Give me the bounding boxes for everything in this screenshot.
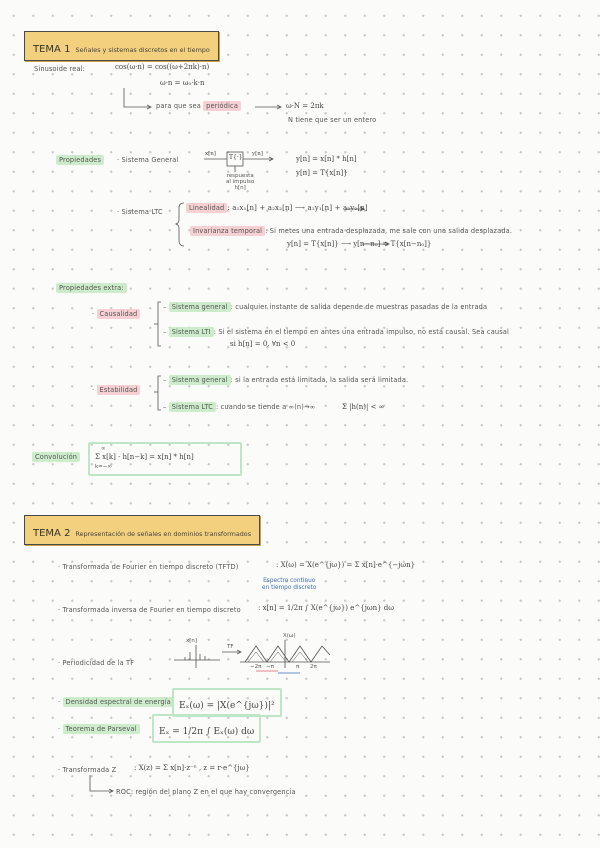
sinusoide-label: Sinusoide real:	[34, 65, 85, 73]
invarianza-text: : Si metes una entrada desplazada, me sale con una salida desplazada.	[265, 227, 513, 235]
convolucion-eq: Σ x[k] · h[n−k] = x[n] * h[n]	[95, 453, 194, 461]
estabilidad-item: · Estabilidad	[92, 386, 140, 394]
invarianza-eq: y[n] = T{x[n]} ⟶ y[n−n₀] = T{x[n−n₀]}	[287, 240, 432, 248]
periodic-eq: ω·N = 2πk	[286, 102, 324, 110]
period-tick-3: π	[296, 664, 300, 670]
period-fig-tf: TF	[227, 644, 234, 650]
linealidad-label: Linealidad	[186, 203, 227, 213]
estabilidad-brace	[158, 376, 161, 410]
causalidad-brace	[158, 302, 161, 346]
causal-ltc-text: : Si el sistema en el tiempo en antes una entrada impulso, no está causal. Sea causal	[213, 328, 509, 336]
x-n-stem-plot	[174, 645, 220, 668]
roc-text: ROC: región del plano Z en el que hay convergencia	[116, 788, 296, 796]
periodic-condition: para que sea periódica	[156, 102, 241, 110]
inv-eq: : x[n] = 1/2π ∫ X(e^{jω}) e^{jωn} dω	[258, 604, 394, 612]
causal-ltc-row: – Sistema LTI : Si el sistema en el tiempo en antes una entrada impulso, no está causal. Sea causal	[163, 328, 509, 336]
propiedades-label: Propiedades	[56, 155, 104, 165]
propiedades-extra-label: Propiedades extra:	[56, 283, 127, 293]
linealidad-row	[186, 204, 368, 212]
densidad-box	[172, 688, 282, 717]
convolucion-box	[88, 442, 242, 476]
convolucion-label: Convolución	[32, 452, 80, 462]
period-fig-X: X(ω)	[283, 633, 296, 639]
period-tick-1: −2π	[250, 664, 262, 670]
block-input: x[n]	[205, 151, 216, 157]
tema2-title-text: Representación de señales en dominios transformados	[75, 530, 252, 538]
estab-general-row: – Sistema general : si la entrada está limitada, la salida será limitada.	[163, 376, 409, 384]
estab-general-label: Sistema general	[169, 375, 231, 385]
tema2-title	[24, 515, 260, 545]
periodic-highlight: periódica	[203, 101, 241, 111]
tema2-number: TEMA 2	[33, 528, 71, 539]
linealidad-eq: : a₁x₁[n] + a₂x₂[n] ⟶ a₁y₁[n] + a₂y₂[n]	[227, 204, 368, 212]
estab-ltc-eq: Σ |h(n)| < ∞	[342, 403, 385, 411]
tftd-note: Espectro continuo en tiempo discreto	[262, 578, 317, 591]
parseval-box	[152, 714, 261, 743]
system-output-eq: y[n] = T{x[n]}	[296, 169, 348, 177]
sinusoide-eq2: ω·n = ω₀·k·n	[160, 79, 205, 87]
causal-ltc-label: Sistema LTI	[169, 327, 214, 337]
convolution-output-eq: y[n] = x[n] * h[n]	[296, 155, 357, 163]
estab-ltc-text: : cuando se tiende a ∞(n)→∞	[216, 403, 316, 411]
tz-eq: : X(z) = Σ x[n]·z⁻ⁿ , z = r·e^{jω}	[134, 764, 250, 772]
impulse-response-note: respuesta al impulso h[n]	[226, 173, 255, 191]
causal-general-text: : cualquier instante de salida depende de muestras pasadas de la entrada	[230, 303, 488, 311]
estab-general-text: : si la entrada está limitada, la salida será limitada.	[230, 376, 409, 384]
tema1-number: TEMA 1	[33, 44, 71, 55]
causal-general-row: – Sistema general : cualquier instante de salida depende de muestras pasadas de la entrada	[163, 303, 488, 311]
causal-ltc-condition: si h[n] = 0, ∀n < 0	[230, 340, 296, 348]
causalidad-item: · Causalidad	[92, 310, 140, 318]
invarianza-label: Invarianza temporal	[190, 226, 265, 236]
conv-sum-top: ∞	[101, 446, 106, 452]
sinusoide-eq1: cos(ω·n) = cos((ω+2πk)·n)	[115, 63, 210, 71]
conv-sum-bot: k=−∞	[95, 464, 112, 470]
invarianza-row	[190, 227, 512, 235]
sistema-ltc-label: · Sistema LTC	[117, 208, 163, 216]
causal-general-label: Sistema general	[169, 302, 231, 312]
tema1-title	[24, 31, 219, 61]
parseval-row: · Teorema de Parseval	[58, 725, 140, 733]
causalidad-label: Causalidad	[97, 309, 141, 319]
tftd-eq: : X(ω) = X(e^{jω}) = Σ x[n]·e^{−jωn}	[276, 561, 416, 569]
estabilidad-label: Estabilidad	[97, 385, 141, 395]
period-fig-x: x[n]	[186, 638, 198, 644]
inv-row: · Transformada inversa de Fourier en tiempo discreto	[58, 606, 241, 614]
sinusoide-connector	[124, 88, 150, 107]
period-tick-2: −π	[266, 664, 274, 670]
parseval-eq: Eₓ = 1/2π ∫ Eₓ(ω) dω	[159, 727, 255, 737]
densidad-row: · Densidad espectral de energía	[58, 698, 174, 706]
sistema-general-label: · Sistema General	[117, 156, 179, 164]
period-row: · Periodicidad de la TF	[58, 659, 135, 667]
ltc-brace	[176, 203, 184, 246]
estab-ltc-label: Sistema LTC	[169, 402, 216, 412]
densidad-eq: Eₓ(ω) = |X(e^{jω})|²	[179, 701, 275, 711]
tema1-title-text: Señales y sistemas discretos en el tiempo	[75, 46, 210, 54]
tz-row: · Transformada Z	[58, 766, 117, 774]
block-output: y[n]	[252, 151, 263, 157]
estab-ltc-row: – Sistema LTC : cuando se tiende a ∞(n)→∞	[163, 403, 316, 411]
tftd-row: · Transformada de Fourier en tiempo discreto (TFTD)	[58, 563, 239, 571]
periodic-note: N tiene que ser un entero	[288, 116, 377, 124]
period-tick-4: 2π	[310, 664, 317, 670]
block-t: T{·}	[229, 154, 243, 161]
